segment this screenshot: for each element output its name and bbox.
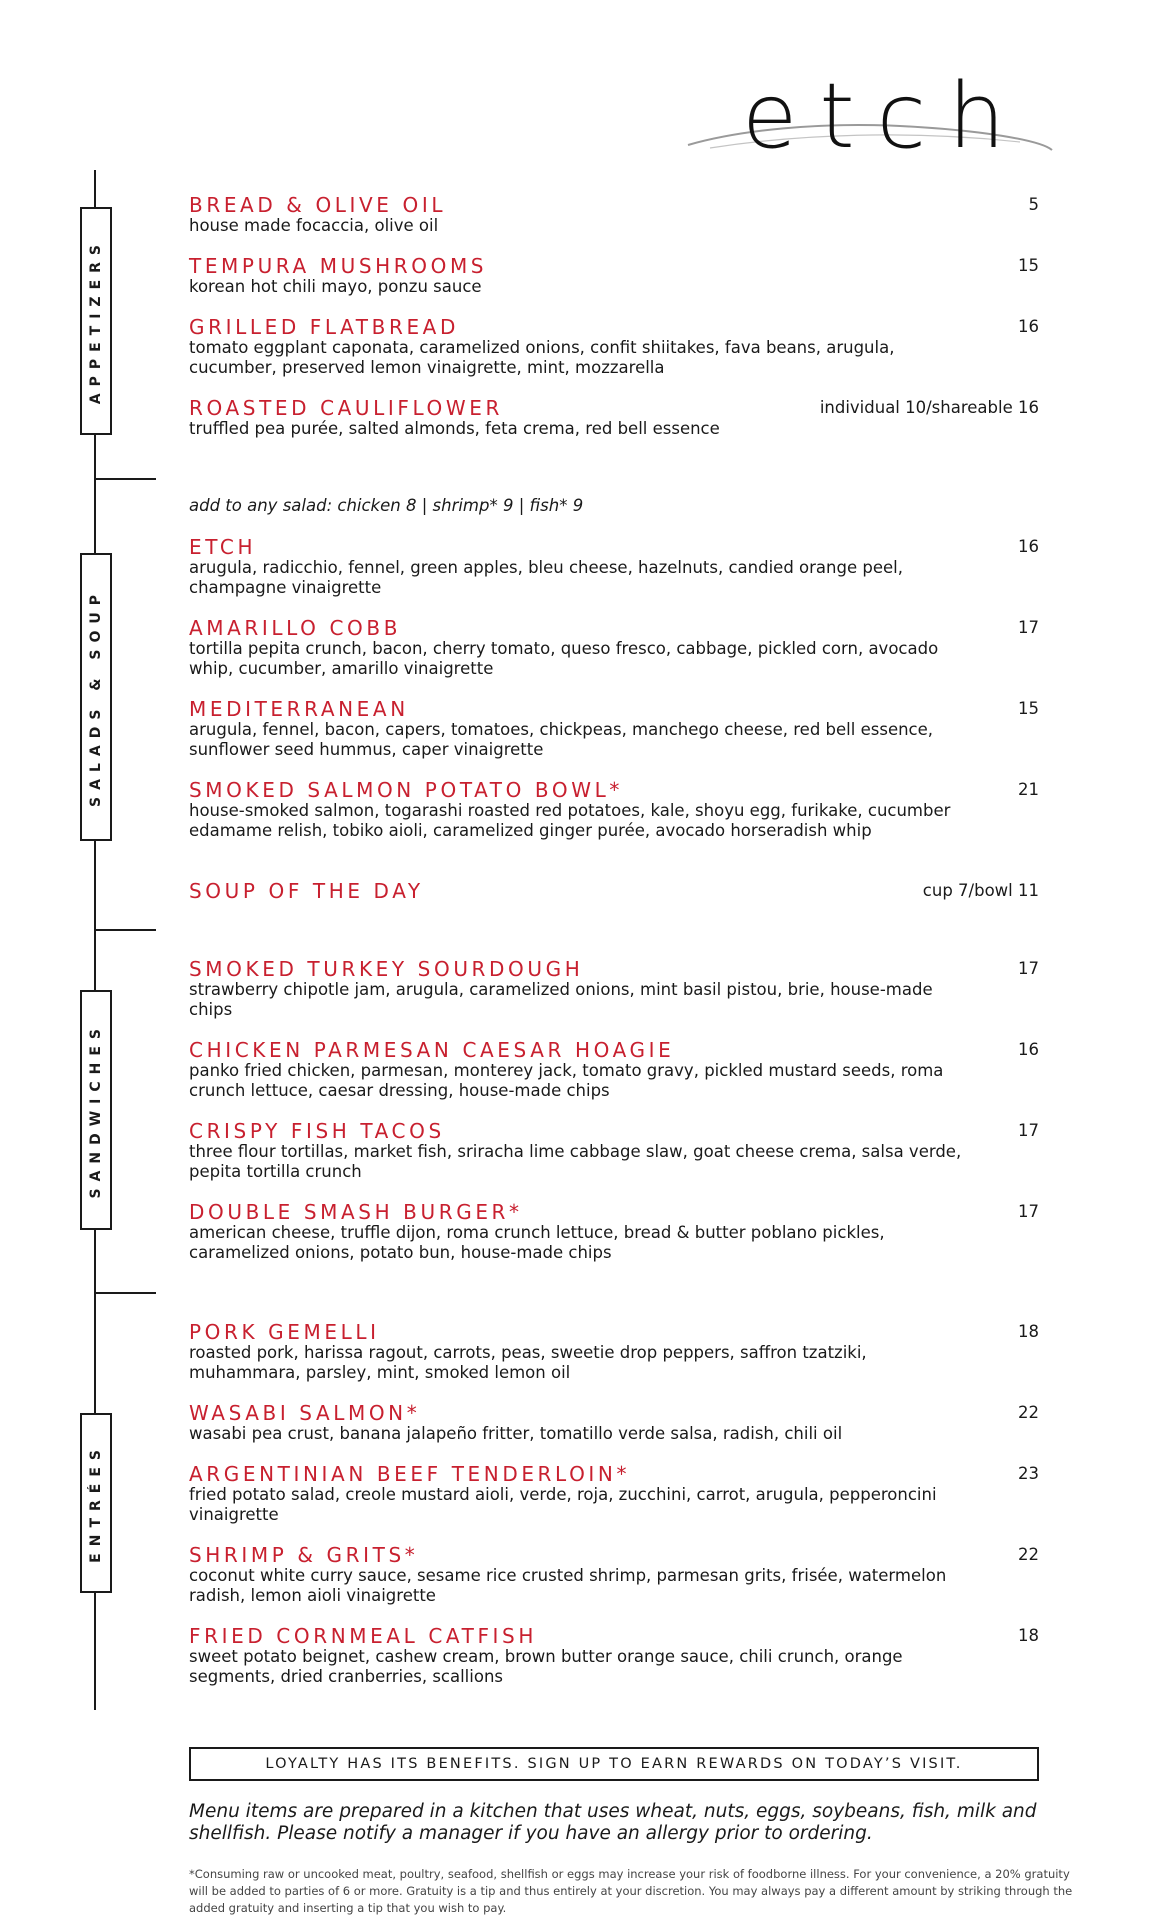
item-name: AMARILLO COBB [189,616,402,640]
item-price: 5 [1028,195,1039,214]
section-label-sandwiches: SANDWICHES [80,990,112,1230]
item-description: roasted pork, harissa ragout, carrots, peas, sweetie drop peppers, saffron tzatziki, muhammara, parsley, mint, smoked lemon oil [189,1343,867,1382]
salad-addon-note: add to any salad: chicken 8 | shrimp* 9 | fish* 9 [189,496,584,515]
item-price: 18 [1018,1626,1039,1645]
item-price: 21 [1018,780,1039,799]
item-price: 17 [1018,959,1039,978]
item-price: 15 [1018,699,1039,718]
item-name: WASABI SALMON* [189,1401,421,1425]
item-description: house-smoked salmon, togarashi roasted red potatoes, kale, shoyu egg, furikake, cucumber edamame relish, tobiko aioli, caramelized ginger purée, avocado horseradish whip [189,801,951,840]
item-price: 23 [1018,1464,1039,1483]
menu-item [189,316,1039,378]
item-description: sweet potato beignet, cashew cream, brown butter orange sauce, chili crunch, orange segments, dried cranberries, scallions [189,1647,903,1686]
item-name: ROASTED CAULIFLOWER [189,396,503,420]
section-divider [94,1292,156,1294]
item-name: SOUP OF THE DAY [189,879,424,903]
etch-logo [680,30,1060,169]
item-price: 16 [1018,1040,1039,1059]
item-name: MEDITERRANEAN [189,697,409,721]
item-name: GRILLED FLATBREAD [189,315,459,339]
item-price: individual 10/shareable 16 [819,398,1039,417]
item-name: PORK GEMELLI [189,1320,380,1344]
item-description: korean hot chili mayo, ponzu sauce [189,277,482,296]
menu-item [189,1625,1039,1687]
fine-print: *Consuming raw or uncooked meat, poultry, seafood, shellfish or eggs may increase your risk of foodborne illness. For your convenience, a 20% gratuity will be added to parties of 6 or more. Gratuity is a tip and thus entirely at your discretion. You may always pay a different amount by striking through the added gratuity and inserting a tip that you wish to pay. [189,1867,1073,1915]
item-description: arugula, fennel, bacon, capers, tomatoes, chickpeas, manchego cheese, red bell essence, sunflower seed hummus, caper vinaigrette [189,720,934,759]
item-price: 22 [1018,1545,1039,1564]
item-description: tomato eggplant caponata, caramelized onions, confit shiitakes, fava beans, arugula, cucumber, preserved lemon vinaigrette, mint, mozzarella [189,338,895,377]
menu-item [189,880,1039,902]
menu-item [189,536,1039,598]
item-name: DOUBLE SMASH BURGER* [189,1200,523,1224]
menu-item [189,1463,1039,1525]
item-price: 18 [1018,1322,1039,1341]
item-price: 22 [1018,1403,1039,1422]
section-divider [94,929,156,931]
item-name: TEMPURA MUSHROOMS [189,254,488,278]
item-name: ETCH [189,535,257,559]
menu-item [189,1120,1039,1182]
section-divider [94,478,156,480]
menu-item [189,1402,1039,1444]
menu-item [189,397,1039,439]
item-name: SHRIMP & GRITS* [189,1543,419,1567]
item-name: CRISPY FISH TACOS [189,1119,445,1143]
item-description: american cheese, truffle dijon, roma crunch lettuce, bread & butter poblano pickles, caramelized onions, potato bun, house-made chips [189,1223,885,1262]
allergy-notice: Menu items are prepared in a kitchen that uses wheat, nuts, eggs, soybeans, fish, milk and shellfish. Please notify a manager if you have an allergy prior to ordering. [189,1801,1037,1844]
section-label-salads: SALADS & SOUP [80,553,112,841]
item-price: 16 [1018,317,1039,336]
item-price: 17 [1018,618,1039,637]
menu-item [189,958,1039,1020]
menu-item [189,617,1039,679]
item-price: 15 [1018,256,1039,275]
item-description: house made focaccia, olive oil [189,216,439,235]
item-price: cup 7/bowl 11 [922,881,1039,900]
section-label-appetizers: APPETIZERS [80,207,112,435]
item-description: coconut white curry sauce, sesame rice crusted shrimp, parmesan grits, frisée, watermelon radish, lemon aioli vinaigrette [189,1566,947,1605]
item-name: CHICKEN PARMESAN CAESAR HOAGIE [189,1038,675,1062]
menu-item [189,1321,1039,1383]
menu-item [189,698,1039,760]
item-name: ARGENTINIAN BEEF TENDERLOIN* [189,1462,631,1486]
item-price: 17 [1018,1121,1039,1140]
section-label-entrees: ENTRÉES [80,1413,112,1593]
loyalty-banner: LOYALTY HAS ITS BENEFITS. SIGN UP TO EARN REWARDS ON TODAY’S VISIT. [189,1747,1039,1781]
menu-item [189,194,1039,236]
item-description: arugula, radicchio, fennel, green apples, bleu cheese, hazelnuts, candied orange peel, champagne vinaigrette [189,558,903,597]
menu-item [189,1544,1039,1606]
item-name: FRIED CORNMEAL CATFISH [189,1624,537,1648]
menu-item [189,1039,1039,1101]
menu-item [189,779,1039,841]
menu-item [189,255,1039,297]
item-description: panko fried chicken, parmesan, monterey jack, tomato gravy, pickled mustard seeds, roma crunch lettuce, caesar dressing, house-made chips [189,1061,944,1100]
item-description: three flour tortillas, market fish, sriracha lime cabbage slaw, goat cheese crema, salsa verde, pepita tortilla crunch [189,1142,962,1181]
item-name: BREAD & OLIVE OIL [189,193,447,217]
item-description: strawberry chipotle jam, arugula, caramelized onions, mint basil pistou, brie, house-made chips [189,980,933,1019]
menu-item [189,1201,1039,1263]
item-name: SMOKED TURKEY SOURDOUGH [189,957,584,981]
item-description: fried potato salad, creole mustard aioli, verde, roja, zucchini, carrot, arugula, pepperoncini vinaigrette [189,1485,937,1524]
item-price: 16 [1018,537,1039,556]
item-description: truffled pea purée, salted almonds, feta crema, red bell essence [189,419,720,438]
item-description: wasabi pea crust, banana jalapeño fritter, tomatillo verde salsa, radish, chili oil [189,1424,843,1443]
item-name: SMOKED SALMON POTATO BOWL* [189,778,623,802]
item-description: tortilla pepita crunch, bacon, cherry tomato, queso fresco, cabbage, pickled corn, avocado whip, cucumber, amarillo vinaigrette [189,639,939,678]
logo-wordmark: etch [742,64,1028,169]
item-price: 17 [1018,1202,1039,1221]
